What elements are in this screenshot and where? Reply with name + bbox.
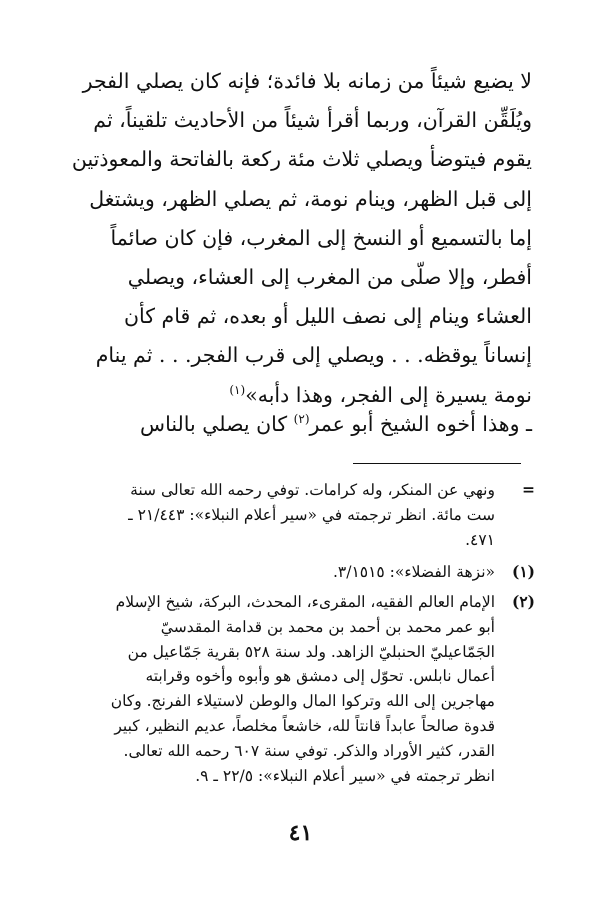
footnote-line: أبو عمر محمد بن أحمد بن محمد بن قدامة المقدسيّ <box>160 617 495 636</box>
main-line: أفطر، وإلا صلّى من المغرب إلى العشاء، ويصلي <box>127 265 532 290</box>
footnote-line: ونهي عن المنكر، وله كرامات. توفي رحمه الله تعالى سنة <box>130 481 495 499</box>
footnote-separator <box>353 463 521 464</box>
footnote-line: ست مائة. انظر ترجمته في «سير أعلام النبلاء»: ٢١/٤٤٣ ـ <box>128 505 495 524</box>
footnote-2 <box>80 590 535 788</box>
main-line: إما بالتسميع أو النسخ إلى المغرب، فإن كان صائماً <box>110 225 532 250</box>
footnote-line: قدوة صالحاً عابداً قانتاً لله، خاشعاً مخلصاً، عديم النظير، كبير <box>114 716 495 735</box>
page-number: ٤١ <box>288 820 313 846</box>
footnote-1 <box>80 560 535 585</box>
footnote-line: القدر، كثير الأوراد والذكر. توفي سنة ٦٠٧ رحمه الله تعالى. <box>123 741 495 760</box>
footnote-line: الجَمّاعيليّ الحنبليّ الزاهد. ولد سنة ٥٢٨ بقرية جَمّاعيل من <box>127 642 495 661</box>
footnote-line: أعمال نابلس. تحوّل إلى دمشق هو وأبوه وأخوه وقرابته <box>145 667 495 686</box>
footnote-ref-1: (١) <box>229 382 246 397</box>
footnote-continuation-mark: = <box>522 480 535 499</box>
second-paragraph-text-cont: كان يصلي بالناس <box>140 412 294 436</box>
footnote-continuation <box>80 478 535 552</box>
second-paragraph <box>86 404 532 444</box>
main-line: لا يضيع شيئاً من زمانه بلا فائدة؛ فإنه كان يصلي الفجر <box>82 69 532 93</box>
footnote-line: مهاجرين إلى الله وتركوا المال والوطن لاستيلاء الفرنج. وكان <box>110 692 495 711</box>
footnote-2-mark: (٢) <box>511 592 535 611</box>
footnote-continuation-body <box>80 478 495 552</box>
main-line: إنساناً يوقظه. . . ويصلي إلى قرب الفجر. . . ثم ينام <box>95 343 532 368</box>
footnote-line: ٤٧١. <box>465 530 495 549</box>
second-paragraph-text: ـ وهذا أخوه الشيخ أبو عمر <box>309 412 532 436</box>
main-line: العشاء وينام إلى نصف الليل أو بعده، ثم قام كأن <box>123 304 532 329</box>
footnote-line: انظر ترجمته في «سير أعلام النبلاء»: ٢٢/٥ ـ ٩. <box>195 766 495 785</box>
footnote-ref-2: (٢) <box>293 412 310 427</box>
main-line: إلى قبل الظهر، وينام نومة، ثم يصلي الظهر، ويشتغل <box>89 186 532 211</box>
footnote-2-body <box>80 590 495 788</box>
footnote-line: الإمام العالم الفقيه، المقرىء، المحدث، البركة، شيخ الإسلام <box>115 593 495 611</box>
footnote-line: «نزهة الفضلاء»: ٣/١٥١٥. <box>332 563 495 581</box>
main-line-text: نومة يسيرة إلى الفجر، وهذا دأبه» <box>245 382 532 407</box>
main-paragraph <box>71 62 532 415</box>
main-line: يقوم فيتوضأ ويصلي ثلاث مئة ركعة بالفاتحة والمعوذتين <box>71 147 532 172</box>
footnote-1-body <box>80 560 495 585</box>
footnote-1-mark: (١) <box>511 562 535 581</box>
main-line: ويُلَقِّن القرآن، وربما أقرأ شيئاً من الأحاديث تلقيناً، ثم <box>93 108 532 133</box>
